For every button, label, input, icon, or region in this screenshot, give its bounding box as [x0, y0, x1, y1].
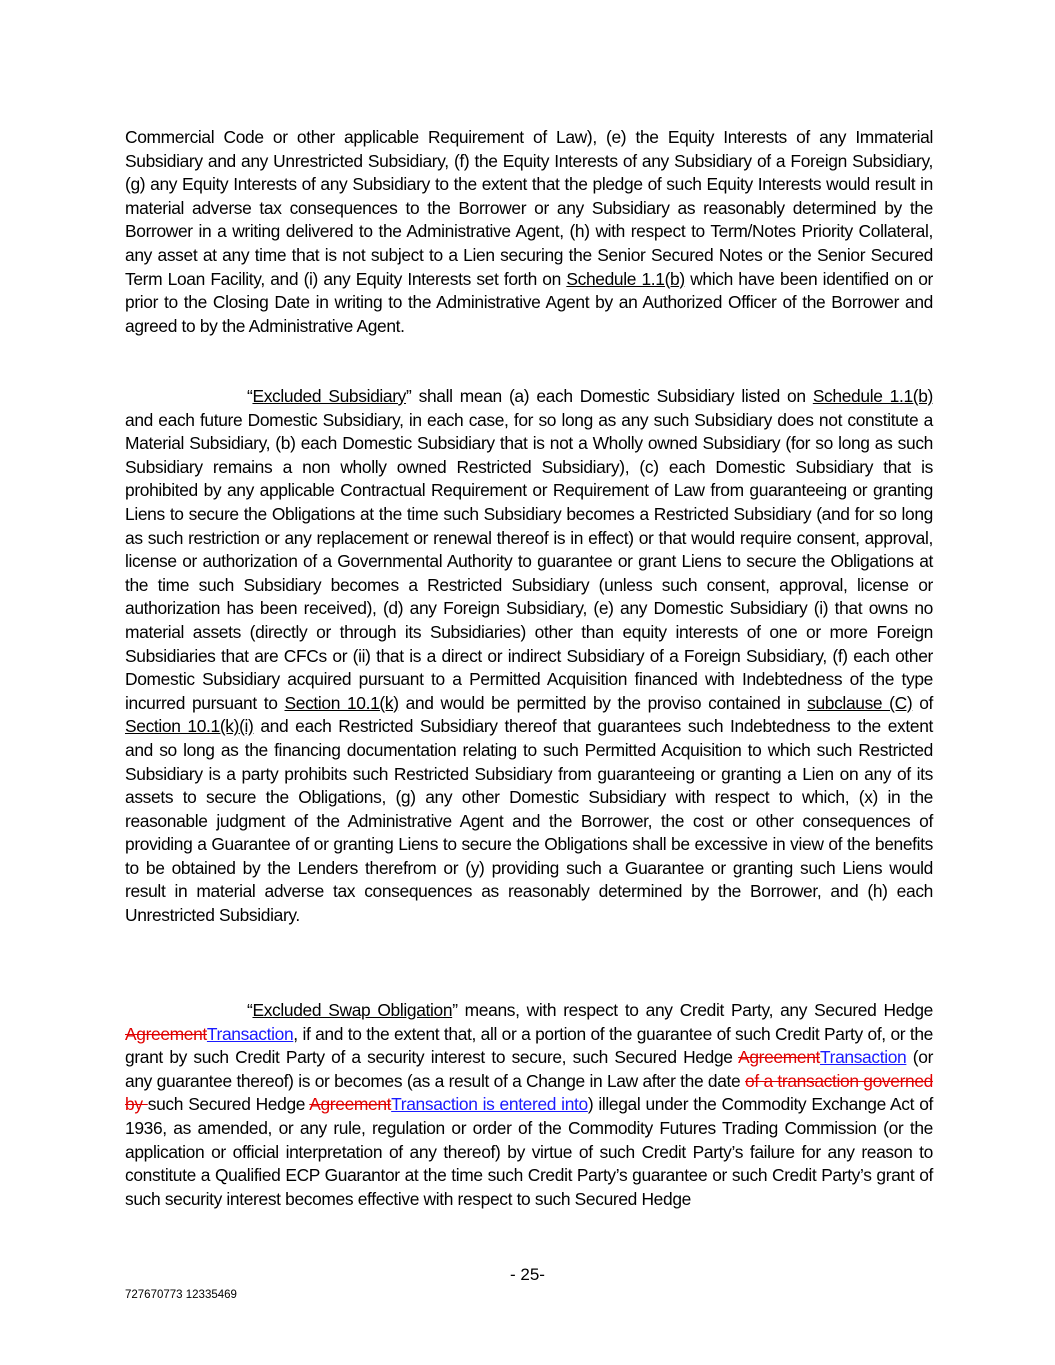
- inserted-text: Transaction is entered into: [391, 1094, 588, 1115]
- defined-term: Excluded Swap Obligation: [252, 1000, 453, 1020]
- paragraph-excluded-collateral-continued: [125, 126, 933, 338]
- text-run: ) illegal under the Commodity Exchange Act of 1936, as amended, or any rule, regulation or order of the Commodity Futures Trading Commission (or the application or official interpretation of any thereof) by virtue of such Credit Party’s failure for any reason to constitute a Qualified ECP Guarantor at the time such Credit Party’s guarantee or such Credit Party’s grant of such security interest becomes effective with respect to such Secured Hedge: [125, 1094, 934, 1209]
- paragraph-excluded-subsidiary: [125, 385, 933, 928]
- document-id: 727670773 12335469: [125, 1289, 237, 1301]
- quote-mark: “: [247, 386, 253, 406]
- deleted-text: Agreement: [309, 1094, 392, 1115]
- text-run: (or any guarantee thereof) is or becomes (as a result of a Change in Law after the date: [125, 1047, 934, 1091]
- page-number: - 25-: [510, 1265, 545, 1284]
- text-run: such Secured Hedge: [147, 1094, 310, 1115]
- text-run: and would be permitted by the proviso contained in: [398, 692, 808, 713]
- text-run: ” means, with respect to any Credit Party, any Secured Hedge: [452, 1000, 933, 1020]
- text-run: Commercial Code or other applicable Requirement of Law), (e) the Equity Interests of any Immaterial Subsidiary and any Unrestricted Subsidiary, (f) the Equity Interests of any Subsidiary of a Foreign Subsidiary, (g) any Equity Interests of any Subsidiary to the extent that the pledge of such Equity Interests would result in material adverse tax consequences to the Borrower or any Subsidiary as reasonably determined by the Borrower in a writing delivered to the Administrative Agent, (h) with respect to Term/Notes Priority Collateral, any asset at any time that is not subject to a Lien securing the Senior Secured Notes or the Senior Secured Term Loan Facility, and (i) any Equity Interests set forth on: [125, 127, 933, 289]
- cross-reference: subclause (C): [807, 692, 913, 713]
- text-run: which have been identified on or prior to the Closing Date in writing to the Administrative Agent by an Authorized Officer of the Borrower and agreed to by the Administrative Agent.: [125, 268, 933, 336]
- text-run: and each Restricted Subsidiary thereof that guarantees such Indebtedness to the extent and so long as the financing documentation relating to such Permitted Acquisition to which such Restricted Subsidiary is a party prohibits such Restricted Subsidiary from guaranteeing or granting a Lien on any of its assets to secure the Obligations, (g) any other Domestic Subsidiary with respect to which, (x) in the reasonable judgment of the Administrative Agent and the Borrower, the cost or other consequences of providing a Guarantee of or granting Liens to secure the Obligations shall be excessive in view of the benefits to be obtained by the Lenders therefrom or (y) providing such a Guarantee or granting such Liens would result in material adverse tax consequences as reasonably determined by the Borrower, and (h) each Unrestricted Subsidiary.: [125, 716, 934, 926]
- cross-reference: Schedule 1.1(b): [566, 268, 685, 289]
- text-run: , if and to the extent that, all or a portion of the guarantee of such Credit Party of, or the grant by such Credit Party of a security interest to secure, such Secured Hedge: [125, 1023, 933, 1068]
- cross-reference: Schedule 1.1(b): [812, 386, 933, 406]
- deleted-text: Agreement: [125, 1023, 207, 1044]
- cross-reference: Section 10.1(k)(i): [125, 716, 254, 737]
- paragraph-excluded-swap-obligation: [125, 999, 933, 1211]
- inserted-text: Transaction: [206, 1023, 294, 1044]
- text-run: of: [912, 692, 934, 713]
- defined-term: Excluded Subsidiary: [252, 386, 407, 406]
- inserted-text: Transaction: [820, 1047, 907, 1068]
- quote-mark: “: [247, 1000, 253, 1020]
- text-run: ” shall mean (a) each Domestic Subsidiary listed on: [406, 386, 813, 406]
- deleted-text: Agreement: [738, 1047, 820, 1068]
- cross-reference: Section 10.1(k): [284, 692, 399, 713]
- text-run: and each future Domestic Subsidiary, in each case, for so long as any such Subsidiary does not constitute a Material Subsidiary, (b) each Domestic Subsidiary that is not a Wholly owned Subsidiary (for so long as such Subsidiary remains a non wholly owned Restricted Subsidiary), (c) each Domestic Subsidiary that is prohibited by any applicable Contractual Requirement or Requirement of Law from guaranteeing or granting Liens to secure the Obligations at the time such Subsidiary becomes a Restricted Subsidiary (and for so long as such restriction or any replacement or renewal thereof is in effect) or that would require consent, approval, license or authorization of a Governmental Authority to guarantee or grant Liens to secure the Obligations at the time such Subsidiary becomes a Restricted Subsidiary (unless such consent, approval, license or authorization has been received), (d) any Foreign Subsidiary, (e) any Domestic Subsidiary (i) that owns no material assets (directly or through its Subsidiaries) other than equity interests of one or more Foreign Subsidiaries that are CFCs or (ii) that is a direct or indirect Subsidiary of a Foreign Subsidiary, (f) each other Domestic Subsidiary acquired pursuant to a Permitted Acquisition financed with Indebtedness of the type incurred pursuant to: [125, 409, 933, 713]
- deleted-text: of a transaction governed by: [125, 1070, 933, 1115]
